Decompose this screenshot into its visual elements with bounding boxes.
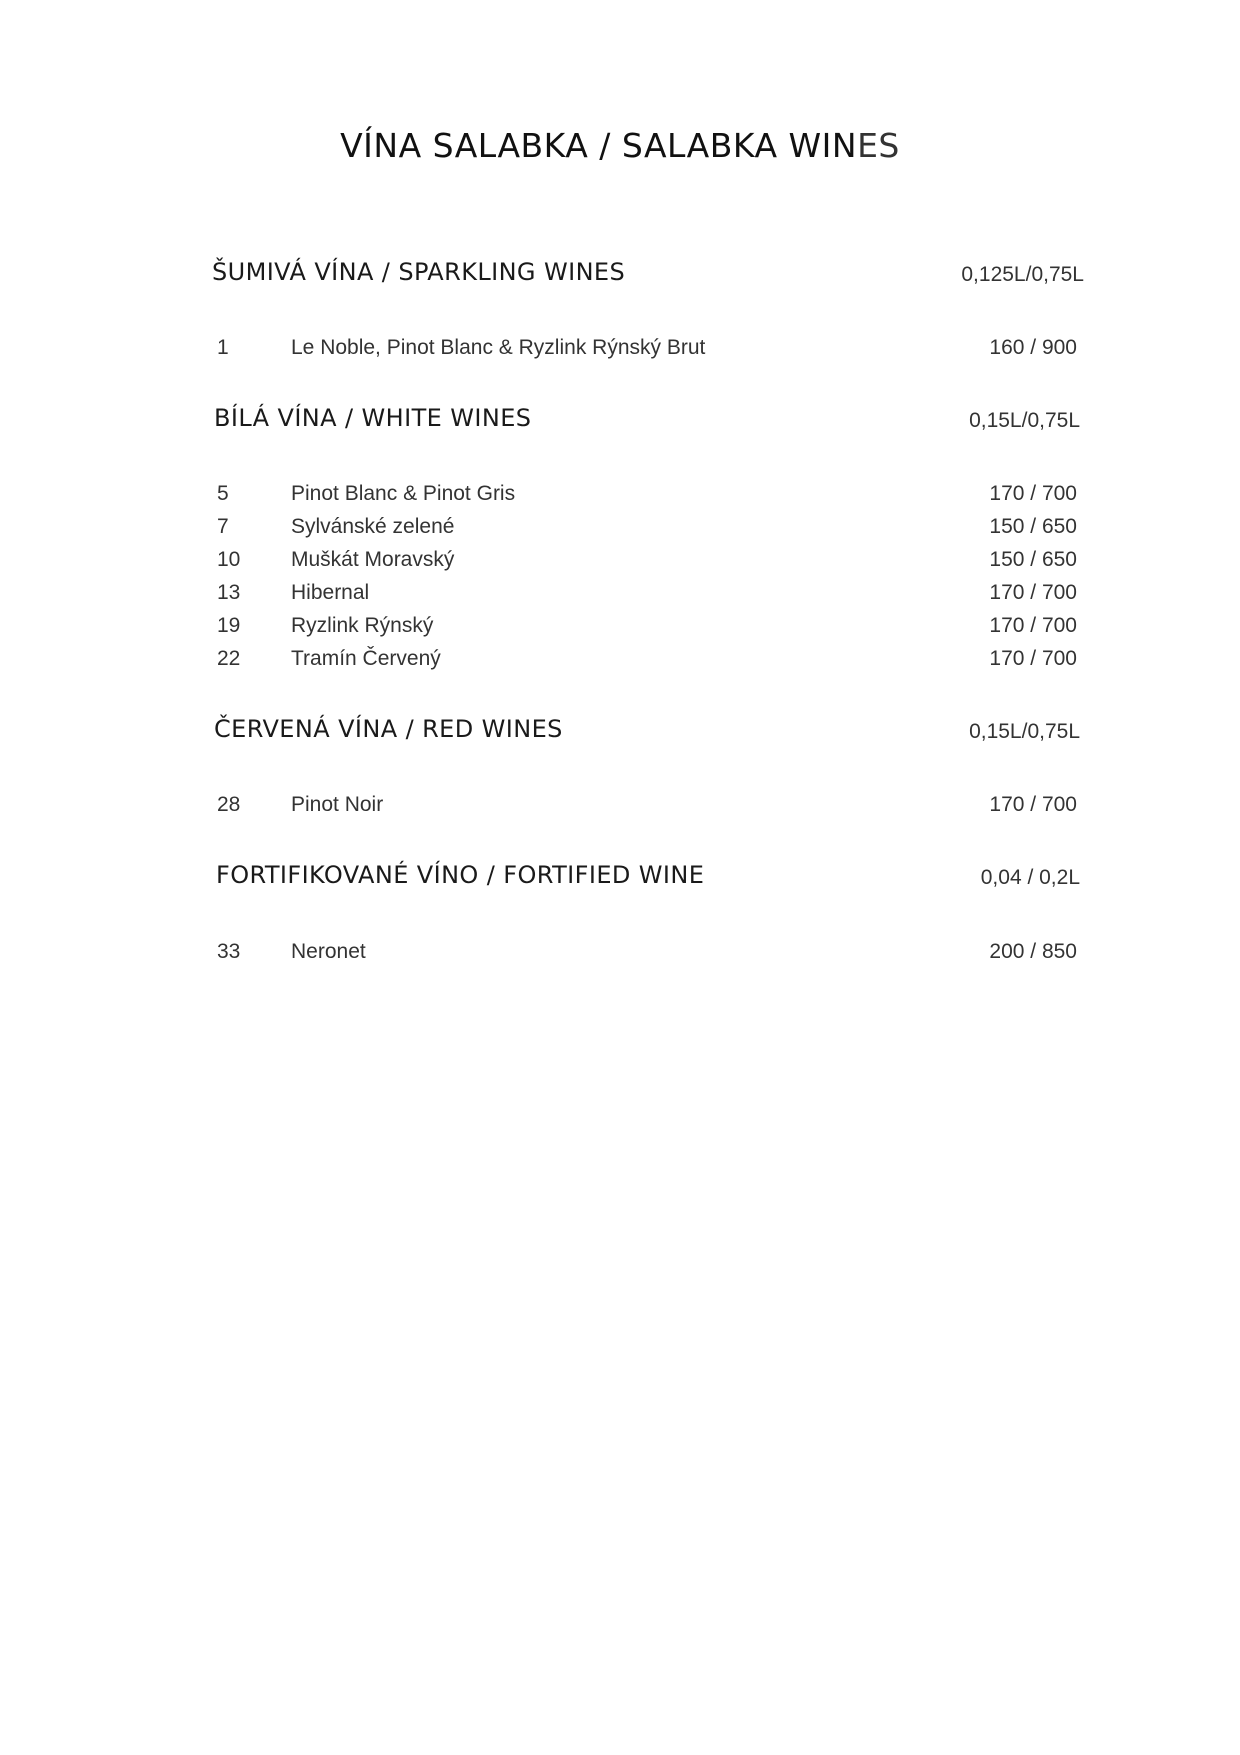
- item-number: 10: [217, 548, 241, 571]
- list-item: [217, 581, 1077, 611]
- section-volume: 0,15L/0,75L: [969, 409, 1080, 432]
- item-price: 150 / 650: [989, 515, 1077, 538]
- item-name: Muškát Moravský: [291, 548, 455, 571]
- item-name: Pinot Noir: [291, 793, 384, 816]
- item-name: Ryzlink Rýnský: [291, 614, 434, 637]
- section-header-fortified: [216, 861, 1080, 901]
- section-header-white: [214, 404, 1080, 444]
- section-header-sparkling: [212, 258, 1084, 298]
- list-item: [217, 940, 1077, 970]
- item-price: 150 / 650: [989, 548, 1077, 571]
- page-title-main: VÍNA SALABKA / SALABKA WIN: [340, 126, 858, 165]
- item-number: 28: [217, 793, 241, 816]
- list-item: [217, 482, 1077, 512]
- item-name: Tramín Červený: [291, 647, 441, 670]
- section-title: ČERVENÁ VÍNA / RED WINES: [214, 715, 563, 743]
- item-number: 1: [217, 336, 229, 359]
- section-title: FORTIFIKOVANÉ VÍNO / FORTIFIED WINE: [216, 861, 705, 889]
- item-number: 5: [217, 482, 229, 505]
- item-name: Pinot Blanc & Pinot Gris: [291, 482, 516, 505]
- item-number: 22: [217, 647, 241, 670]
- section-volume: 0,04 / 0,2L: [980, 866, 1080, 889]
- item-number: 13: [217, 581, 241, 604]
- list-item: [217, 793, 1077, 823]
- section-volume: 0,125L/0,75L: [961, 263, 1084, 286]
- item-name: Le Noble, Pinot Blanc & Ryzlink Rýnský Brut: [291, 336, 706, 359]
- item-price: 170 / 700: [989, 793, 1077, 816]
- page-title-tail: ES: [857, 126, 900, 165]
- item-name: Sylvánské zelené: [291, 515, 455, 538]
- list-item: [217, 647, 1077, 677]
- section-volume: 0,15L/0,75L: [969, 720, 1080, 743]
- item-name: Neronet: [291, 940, 366, 963]
- item-price: 170 / 700: [989, 647, 1077, 670]
- item-price: 170 / 700: [989, 614, 1077, 637]
- section-title: ŠUMIVÁ VÍNA / SPARKLING WINES: [212, 258, 626, 286]
- list-item: [217, 515, 1077, 545]
- section-title: BÍLÁ VÍNA / WHITE WINES: [214, 404, 532, 432]
- list-item: [217, 336, 1077, 366]
- item-price: 160 / 900: [989, 336, 1077, 359]
- list-item: [217, 548, 1077, 578]
- item-number: 33: [217, 940, 241, 963]
- item-number: 7: [217, 515, 229, 538]
- page-title: [0, 126, 1240, 165]
- item-name: Hibernal: [291, 581, 370, 604]
- list-item: [217, 614, 1077, 644]
- item-number: 19: [217, 614, 241, 637]
- section-header-red: [214, 715, 1080, 755]
- item-price: 200 / 850: [989, 940, 1077, 963]
- item-price: 170 / 700: [989, 482, 1077, 505]
- item-price: 170 / 700: [989, 581, 1077, 604]
